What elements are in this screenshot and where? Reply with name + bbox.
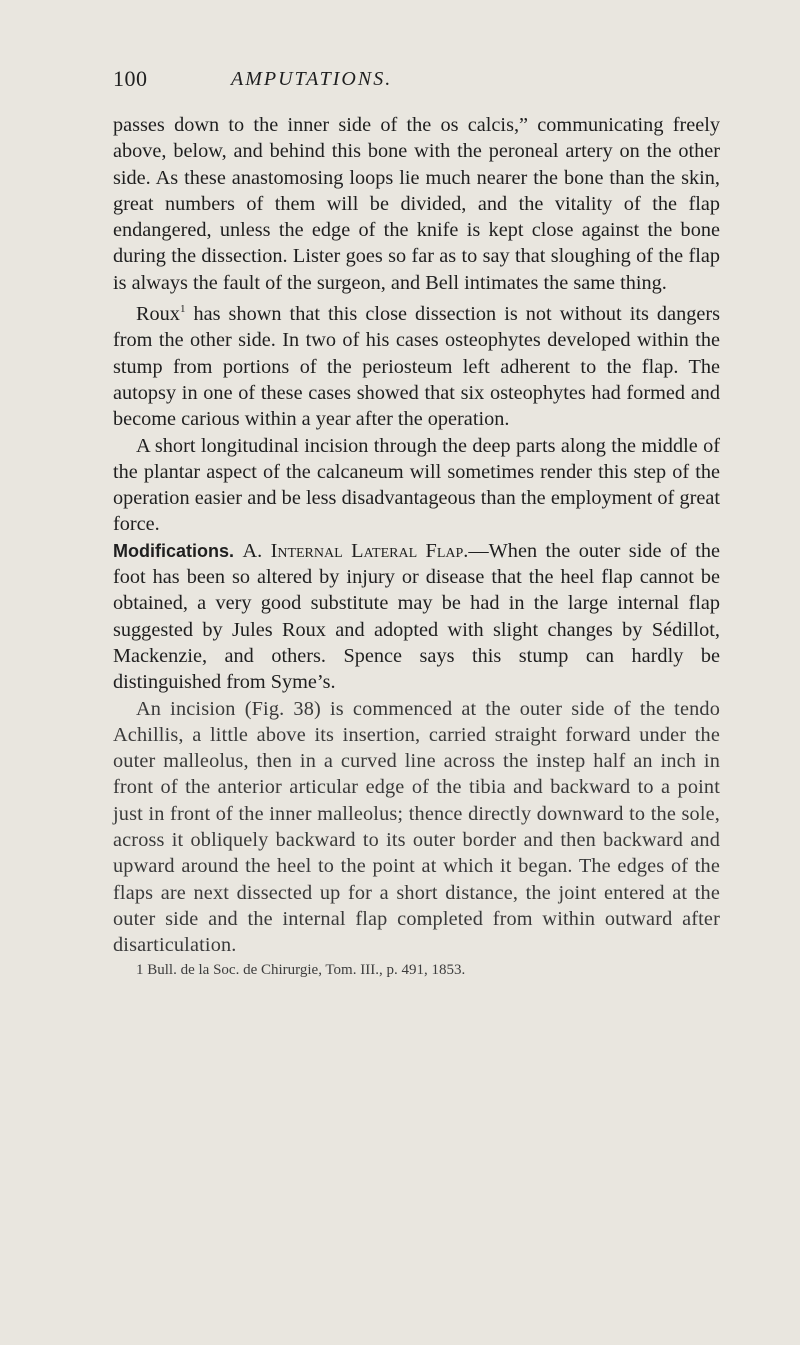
paragraph-3: A short longitudinal incision through the deep parts along the middle of the plantar aspect of the calcaneum will sometimes render this step of the operation easier and be less disadvantageous than the employment of great force. bbox=[113, 434, 720, 536]
section-heading: A. Internal Lateral Flap. bbox=[242, 539, 469, 562]
footnote: 1 Bull. de la Soc. de Chirurgie, Tom. III., p. 491, 1853. bbox=[136, 961, 466, 978]
running-title: AMPUTATIONS. bbox=[231, 68, 393, 90]
body-text bbox=[113, 112, 720, 981]
paragraph-4 bbox=[113, 538, 720, 696]
page-number: 100 bbox=[113, 66, 148, 91]
modifications-label: Modifications. bbox=[113, 540, 234, 561]
page-header bbox=[113, 60, 720, 96]
paragraph-2-text: has shown that this close dissection is not without its dangers from the other side. In two of his cases osteophytes developed within the stump from portions of the periosteum left adherent to the flap. The autopsy in one of these cases showed that six osteophytes had formed and become carious within a year after the operation. bbox=[113, 303, 720, 431]
paragraph-2 bbox=[113, 296, 720, 432]
paragraph-4-text: —When the outer side of the foot has been so altered by injury or disease that the heel flap cannot be obtained, a very good substitute may be had in the large internal flap suggested by Jules Roux and adopted with slight changes by Sédillot, Mackenzie, and others. Spence says this stump can hardly be distinguished from Syme’s. bbox=[113, 539, 721, 694]
footnote-ref: 1 bbox=[179, 303, 186, 316]
roux-name: Roux bbox=[136, 303, 180, 326]
paragraph-5: An incision (Fig. 38) is commenced at the outer side of the tendo Achillis, a little above its insertion, carried straight forward under the outer malleolus, then in a curved line across the instep half an inch in front of the anterior articular edge of the tibia and backward to a point just in front of the inner malleolus; thence directly downward to the sole, across it obliquely backward to its outer border and then backward and upward around the heel to the point at which it began. The edges of the flaps are next dissected up for a short distance, the joint entered at the outer side and the internal flap completed from within outward after disarticulation. bbox=[113, 697, 720, 957]
paragraph-1: passes down to the inner side of the os calcis,” communicating freely above, below, and behind this bone with the peroneal artery on the other side. As these anastomosing loops lie much nearer the bone than the skin, great numbers of them will be divided, and the vitality of the flap endangered, unless the edge of the knife is kept close against the bone during the dissection. Lister goes so far as to say that sloughing of the flap is always the fault of the surgeon, and Bell intimates the same thing. bbox=[113, 114, 720, 294]
